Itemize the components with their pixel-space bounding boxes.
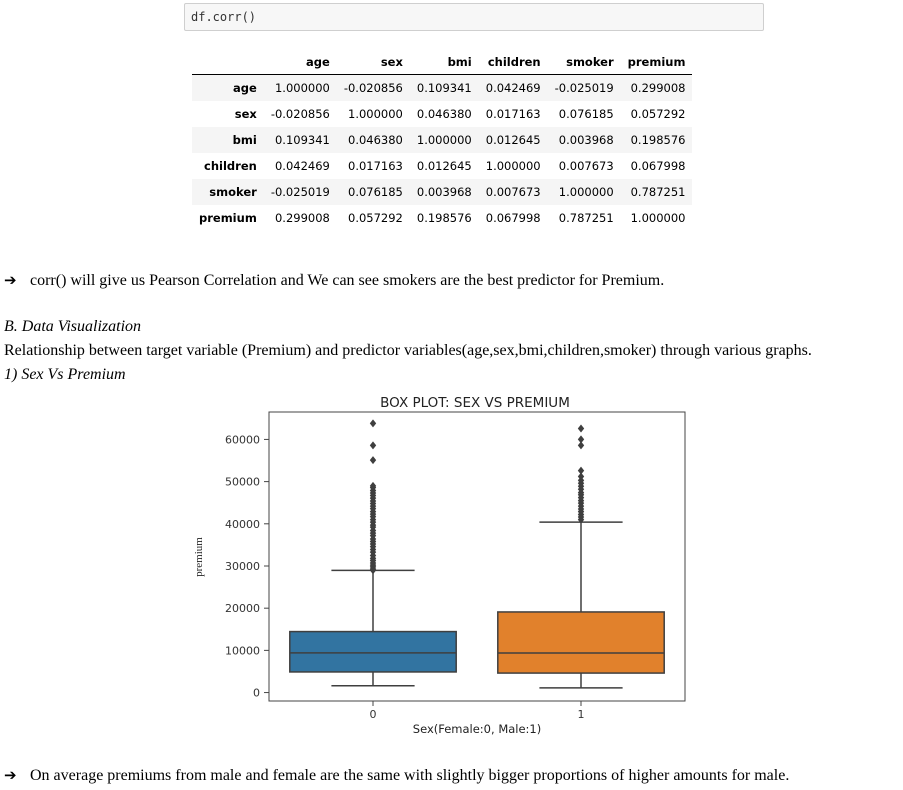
row-header: children <box>204 159 257 173</box>
box-1 <box>498 612 664 673</box>
table-row <box>192 127 692 153</box>
table-cell: -0.025019 <box>270 185 330 199</box>
table-row <box>192 153 692 179</box>
row-header: sex <box>234 107 257 121</box>
column-header: smoker <box>548 50 621 75</box>
table-cell: -0.020856 <box>343 81 403 95</box>
table-cell: 0.076185 <box>558 107 614 121</box>
y-tick-label: 50000 <box>225 475 260 489</box>
y-tick-label: 30000 <box>225 559 260 573</box>
table-cell: 0.007673 <box>485 185 541 199</box>
row-header: bmi <box>232 133 257 147</box>
table-cell: 0.057292 <box>348 211 403 225</box>
section-heading: B. Data Visualization <box>4 318 142 335</box>
table-cell: 0.046380 <box>416 107 472 121</box>
chart-title: BOX PLOT: SEX VS PREMIUM <box>380 395 570 411</box>
y-tick-label: 0 <box>253 686 260 700</box>
box-0 <box>290 632 456 672</box>
row-header: smoker <box>209 185 257 199</box>
corr-note-text: corr() will give us Pearson Correlation and We can see smokers are the best predictor for Premium. <box>30 272 665 289</box>
table-cell: 1.000000 <box>348 107 403 121</box>
arrow-icon: ➔ <box>4 766 17 784</box>
table-cell: 0.003968 <box>416 185 472 199</box>
x-axis-label: Sex(Female:0, Male:1) <box>412 722 542 736</box>
outlier-point <box>578 435 584 443</box>
table-cell: 0.042469 <box>274 159 330 173</box>
y-axis-label: premium <box>193 537 205 577</box>
outlier-point <box>370 419 376 427</box>
relationship-text: Relationship between target variable (Premium) and predictor variables(age,sex,bmi,children,smoker) through various graphs. <box>4 342 812 359</box>
table-row <box>192 101 692 127</box>
column-header: bmi <box>410 50 479 75</box>
table-cell: 1.000000 <box>416 133 472 147</box>
x-tick-label: 1 <box>577 708 585 721</box>
table-cell: 0.007673 <box>558 159 614 173</box>
table-cell: 0.003968 <box>558 133 614 147</box>
table-cell: 0.109341 <box>274 133 330 147</box>
outlier-point <box>578 467 584 475</box>
table-cell: 0.067998 <box>630 159 686 173</box>
subsection-heading: 1) Sex Vs Premium <box>4 366 126 383</box>
table-cell: 0.057292 <box>630 107 686 121</box>
row-header: premium <box>199 211 257 225</box>
table-cell: 1.000000 <box>485 159 541 173</box>
table-row <box>192 179 692 205</box>
table-row <box>192 75 692 102</box>
table-cell: 0.012645 <box>485 133 541 147</box>
outlier-point <box>370 456 376 464</box>
conclusion-text: On average premiums from male and female are the same with slightly bigger proportions of higher amounts for male. <box>30 767 790 784</box>
table-row <box>192 205 692 231</box>
table-cell: 0.017163 <box>485 107 541 121</box>
table-cell: -0.020856 <box>270 107 330 121</box>
table-cell: 1.000000 <box>630 211 686 225</box>
y-tick-label: 40000 <box>225 517 260 531</box>
y-tick-label: 20000 <box>225 602 260 616</box>
box-plot-chart <box>185 385 705 740</box>
table-cell: 1.000000 <box>274 81 330 95</box>
corr-note-line <box>4 271 664 290</box>
row-header: age <box>233 81 257 95</box>
table-cell: 1.000000 <box>558 185 614 199</box>
table-cell: 0.042469 <box>485 81 541 95</box>
column-header: premium <box>621 50 693 75</box>
table-cell: 0.198576 <box>416 211 472 225</box>
table-cell: 0.198576 <box>630 133 686 147</box>
outlier-point <box>370 441 376 449</box>
conclusion-line <box>4 766 789 785</box>
y-tick-label: 60000 <box>225 433 260 447</box>
table-cell: 0.067998 <box>485 211 541 225</box>
table-cell: 0.012645 <box>416 159 472 173</box>
correlation-table <box>192 50 692 231</box>
table-cell: 0.299008 <box>274 211 330 225</box>
table-cell: 0.299008 <box>630 81 686 95</box>
code-text: df.corr() <box>191 10 257 24</box>
outlier-point <box>578 424 584 432</box>
table-cell: 0.046380 <box>348 133 403 147</box>
table-cell: 0.787251 <box>630 185 686 199</box>
column-header: age <box>264 50 337 75</box>
table-cell: 0.076185 <box>348 185 403 199</box>
arrow-icon: ➔ <box>4 271 17 289</box>
table-header-row <box>192 50 692 75</box>
table-cell: 0.787251 <box>558 211 614 225</box>
column-header: children <box>479 50 548 75</box>
table-cell: 0.109341 <box>416 81 472 95</box>
table-cell: 0.017163 <box>348 159 403 173</box>
y-tick-label: 10000 <box>225 644 260 658</box>
table-cell: -0.025019 <box>554 81 614 95</box>
x-tick-label: 0 <box>369 708 377 721</box>
corner-header <box>192 50 264 75</box>
code-cell[interactable] <box>184 3 764 31</box>
column-header: sex <box>337 50 410 75</box>
